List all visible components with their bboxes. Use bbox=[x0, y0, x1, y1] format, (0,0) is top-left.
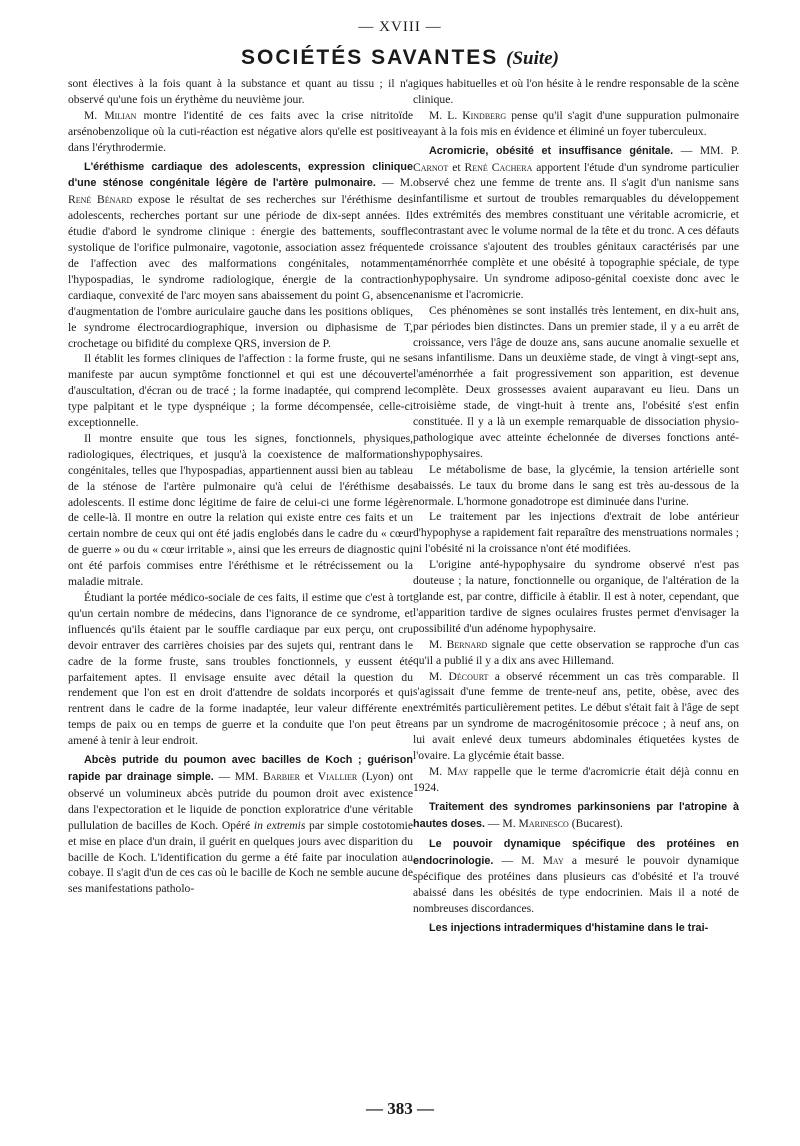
paragraph bbox=[413, 108, 739, 140]
page-number: — 383 — bbox=[366, 1099, 434, 1118]
author-name: Carnot bbox=[413, 160, 449, 174]
paragraph-text: expose le résultat de ses recherches sur l'éréthisme des adolescents, recherches portant sur une période de dix-sept années. Il étudie d'abord le syndrome clinique : énergie des battements, souffle systolique de l'orifice pulmonaire, vagotonie, association assez fréquente de l'affection avec des malformations congénitales, notamment l'hypospadias, le syndrome radiologique, énergie de la contraction cardiaque, convexité de l'arc moyen sans abaissement du point G, absence d'augmentation de l'ombre auriculaire gauche dans les positions obliques, le syndrome électrocardiographique, inversion ou diphasisme de T, crochetage ou bifidité du complexe QRS, inversion de P. bbox=[68, 193, 413, 350]
separator: — MM. P. bbox=[673, 143, 739, 157]
paragraph-text: signale que cette observation se rapproche d'un cas qu'il a publié il y a dix ans avec Hillemand. bbox=[413, 637, 739, 667]
paragraph bbox=[413, 920, 739, 937]
paragraph-text: a mesuré le pouvoir dynamique spécifique des protéines dans plusieurs cas d'obésité et l'a trouvé abaissé dans les obésités de type endocrinien. Mais il a noté de nombreuses discordances. bbox=[413, 853, 739, 916]
paragraph-text: (Lyon) ont observé un volumineux abcès putride du poumon droit avec existence dans l'expectoration et le liquide de ponction exploratrice d'une véritable pullulation de bacilles de Koch. Opéré bbox=[68, 769, 413, 832]
author-name: Viallier bbox=[317, 769, 358, 783]
author-name: M. Décourt bbox=[429, 669, 489, 683]
separator: — M. bbox=[485, 816, 519, 830]
paragraph: Étudiant la portée médico-sociale de ces faits, il estime que c'est à tort qu'un certain nombre de médecins, dans l'ignorance de ce syndrome, et influencés qu'ils étaient par le souffle cardiaque par eux perçu, ont cru devoir entraver des carrières choisies par des sujets qui, rentrant dans le cadre de la forme fruste, sans troubles fonctionnels, y eussent été parfaitement aptes. Il envisage ensuite avec détail la question du rendement que l'on est en droit d'attendre de soldats incorporés et qui rentrent dans le cadre de la forme inadaptée, leur valeur différente en temps de paix ou en temps de guerre et la conduite que l'on peut être amené à tenir à leur endroit. bbox=[68, 591, 413, 748]
paragraph: Ces phénomènes se sont installés très lentement, en dix-huit ans, par périodes bien distinctes. Dans un premier stade, il y a eu arrêt de croissance, vers l'âge de douze ans, sans aucune anomalie sexuelle et sans infantilisme. Dans un deuxième stade, de vingt à vingt-sept ans, l'aménorrhée a fait progressivement son apparition, est devenue complète. Deux grossesses avaient auparavant eu lieu. Dans un troisième stade, de vingt-huit à trente ans, l'obésité s'est enfin constituée. Il y a là un exemple remarquable de dissociation physio-pathologique avec atteinte échelonnée de diverses fonctions anté-hypophysaires. bbox=[413, 303, 739, 460]
paragraph-text: (Bucarest). bbox=[568, 816, 623, 830]
author-name: Marinesco bbox=[518, 816, 569, 830]
author-name: M. Bernard bbox=[429, 637, 488, 651]
paragraph: giques habituelles et où l'on hésite à le rendre responsable de la scène clinique. bbox=[413, 77, 739, 106]
section-heading bbox=[0, 46, 800, 70]
conjunction: et bbox=[300, 769, 318, 783]
paragraph-text: rappelle que le terme d'acromicrie était déjà connu en 1924. bbox=[413, 764, 739, 794]
communication-title: Abcès putride du poumon avec bacilles de Koch ; guérison rapide par drainage simple. bbox=[68, 754, 413, 783]
paragraph bbox=[68, 159, 413, 352]
separator: — MM. bbox=[213, 769, 263, 783]
communication-title: Le pouvoir dynamique spécifique des protéines en endocrinologie. bbox=[413, 837, 739, 867]
latin-phrase: in extremis bbox=[253, 818, 306, 832]
paragraph-text: par simple costotomie et mise en place d'un drain, il guérit en quelques jours avec disparition du bacille de Koch. L'identification du germe a été faite par inoculation au cobaye. Il s'agit d'un de ces cas où le bacille de Koch ne semble aucune de ses manifestations patholo- bbox=[68, 818, 413, 896]
paragraph-text: a observé récemment un cas très comparable. Il s'agissait d'une femme de trente-neuf ans, petite, obèse, avec des extrémités particulièrement petites. Le début s'était fait à l'âge de sept ans par un syndrome de macrogénitosomie précoce ; à neuf ans, on lui avait enlevé deux tumeurs abdominales étiquetées kystes de l'ovaire. La glycémie était basse. bbox=[413, 669, 740, 763]
right-column bbox=[413, 76, 739, 937]
paragraph: Le métabolisme de base, la glycémie, la tension artérielle sont abaissés. Le taux du brome dans le sang est très au-dessous de la normale. L'hormone gonadotrope est diminuée dans l'urine. bbox=[413, 462, 739, 508]
paragraph bbox=[413, 143, 739, 303]
roman-folio: — XVIII — bbox=[358, 19, 442, 35]
title-prefix: M. L. bbox=[429, 108, 463, 122]
heading-suite: (Suite) bbox=[506, 48, 559, 69]
author-name: René Cachera bbox=[464, 160, 533, 174]
author-name: M. May bbox=[429, 764, 469, 778]
author-name: René Bénard bbox=[68, 193, 133, 207]
author-name: May bbox=[542, 853, 564, 867]
paragraph bbox=[68, 752, 413, 897]
paragraph bbox=[413, 836, 739, 918]
paragraph-text: montre l'identité de ces faits avec la crise nitritoïde arsénobenzolique où la cuti-réaction est négative alors qu'elle est positive dans l'érythrodermie. bbox=[68, 108, 414, 154]
paragraph: Le traitement par les injections d'extrait de lobe antérieur d'hypophyse a rapidement fait reparaître des menstruations normales ; ni l'obésité ni la croissance n'ont été modifiées. bbox=[413, 510, 739, 556]
paragraph bbox=[413, 764, 739, 796]
separator: — M. bbox=[375, 176, 413, 190]
author-name: M. Milian bbox=[84, 108, 137, 122]
paragraph bbox=[68, 108, 413, 156]
communication-title: Traitement des syndromes parkinsoniens par l'atropine à hautes doses. bbox=[413, 800, 739, 830]
paragraph bbox=[413, 637, 739, 669]
author-name: Kindberg bbox=[462, 108, 507, 122]
paragraph: sont électives à la fois quant à la substance et quant au tissu ; il n'a observé qu'une fois un érythème du neuvième jour. bbox=[68, 77, 413, 106]
paragraph-text: apportent l'étude d'un syndrome particulier observé chez une femme de trente ans. Il s'agit d'un nanisme sans infantilisme et surtout de troubles remarquables du développement des extrémités des membres constituant une véritable acromicrie, et contrastant avec le volume normal de la tête et du tronc. A ces défauts de croissance s'ajoutent des troubles génitaux caractérisés par une aménorrhée complète et une obésité à topographie spéciale, de type hypophysaire. Un syndrome adiposo-génital coexiste donc avec le nanisme et l'acromicrie. bbox=[413, 160, 739, 301]
communication-title: Les injections intradermiques d'histamine dans le trai- bbox=[429, 922, 709, 935]
communication-title: Acromicrie, obésité et insuffisance génitale. bbox=[429, 144, 674, 157]
heading-title: SOCIÉTÉS SAVANTES bbox=[241, 46, 499, 69]
left-column bbox=[68, 76, 413, 897]
paragraph bbox=[413, 669, 739, 764]
author-name: Barbier bbox=[262, 769, 301, 783]
conjunction: et bbox=[448, 160, 465, 174]
paragraph: Il montre ensuite que tous les signes, fonctionnels, physiques, radiologiques, électriques, et jusqu'à la coexistence de malformations congénitales, telles que l'hypospadias, appartiennent aussi bien au tableau de la sténose de l'artère pulmonaire qu'à celui de l'éréthisme des adolescents. Il estime donc légitime de faire de celui-ci une forme légère de celle-là. Il montre en outre la relation qui existe entre ces faits et un certain nombre de ceux qui ont été jadis englobés dans le cadre du « cœur de guerre » ou du « cœur irritable », ainsi que les erreurs de diagnostic qui ont été parfois commises entre l'éréthisme et le rétrécissement ou la maladie mitrale. bbox=[68, 431, 413, 589]
paragraph: L'origine anté-hypophysaire du syndrome observé n'est pas douteuse ; la nature, fonctionnelle ou organique, de l'altération de la glande est, par contre, difficile à établir. Il est à noter, cependant, que l'apparition tardive de signes oculaires frustes permet d'envisager la possibilité d'un adénome hypophysaire. bbox=[413, 558, 739, 635]
separator: — M. bbox=[493, 853, 543, 867]
communication-title: L'éréthisme cardiaque des adolescents, expression clinique d'une sténose congénitale légère de l'artère pulmonaire. bbox=[68, 160, 413, 190]
paragraph bbox=[413, 799, 739, 833]
paragraph: Il établit les formes cliniques de l'affection : la forme fruste, qui ne se manifeste par aucun symptôme fonctionnel et qui est une découverte d'auscultation, d'écran ou de tracé ; la forme inadaptée, qui comprend le type palpitant et le type dyspnéique ; la forme décompensée, celle-ci exceptionnelle. bbox=[68, 352, 413, 430]
paragraph-text: pense qu'il s'agit d'une suppuration pulmonaire ayant à la fois mis en évidence et éliminé un foyer tuberculeux. bbox=[413, 108, 739, 138]
